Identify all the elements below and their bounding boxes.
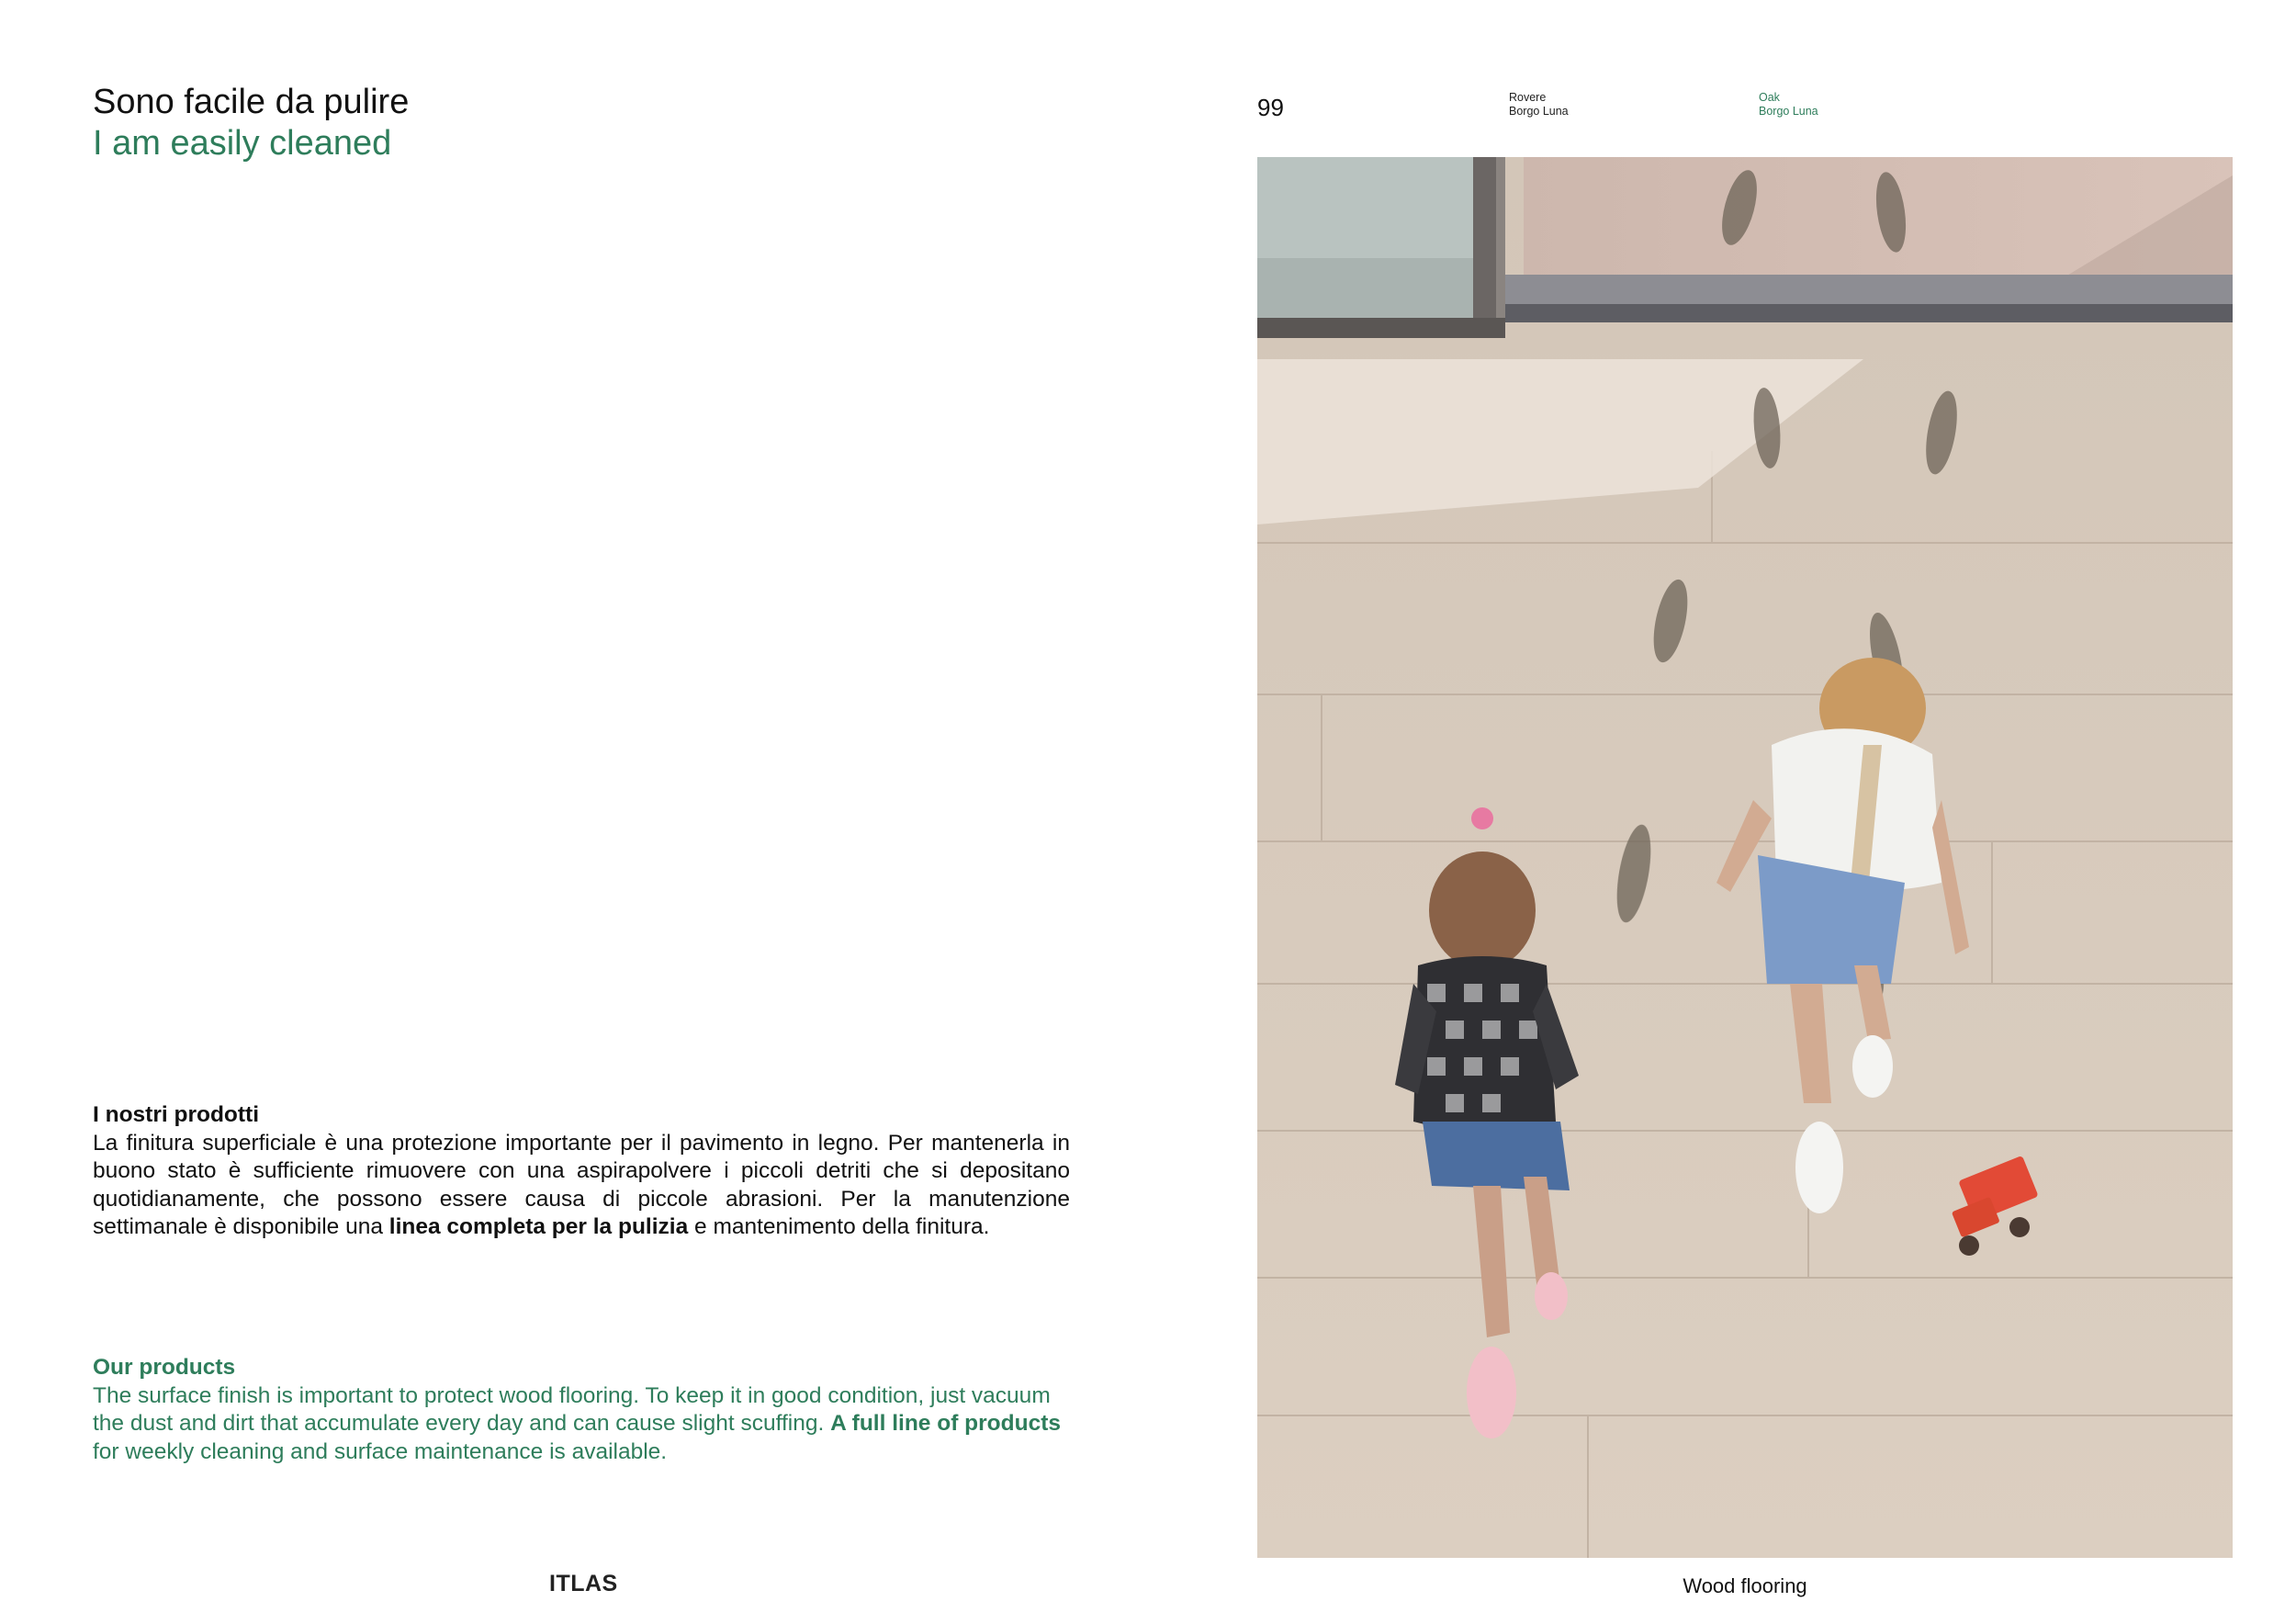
- section-italian-body: [93, 1130, 1070, 1242]
- brand-logo: ITLAS: [549, 1571, 618, 1596]
- spec-english-line1: Oak: [1759, 91, 1780, 104]
- section-english-heading: Our products: [93, 1355, 236, 1380]
- photo-caption: Wood flooring: [1683, 1574, 1807, 1597]
- spec-italian-line1: Rovere: [1509, 91, 1547, 104]
- floor-photo: [1257, 157, 2233, 1558]
- section-italian-bold: linea completa per la pulizia: [388, 1214, 689, 1239]
- section-italian-text-2: e mantenimento della finitura.: [688, 1214, 990, 1239]
- section-italian: [93, 1101, 1070, 1242]
- spec-italian-line2: Borgo Luna: [1509, 105, 1569, 118]
- section-english: [93, 1354, 1070, 1466]
- section-italian-heading: I nostri prodotti: [93, 1102, 259, 1127]
- section-english-body: [93, 1382, 1070, 1467]
- section-italian-text-1: La finitura superficiale è una protezione importante per il pavimento in legno. Per mantenerla in buono stato è sufficiente rimuovere con una aspirapolvere i piccoli detriti che si depositano quotidianamente, che possono essere causa di piccole abrasioni. Per la manutenzione settimanale è disponibile una: [93, 1130, 1070, 1239]
- section-english-text-2: for weekly cleaning and surface maintenance is available.: [93, 1438, 668, 1464]
- spec-english-line2: Borgo Luna: [1759, 105, 1818, 118]
- product-spec-english: [1759, 91, 1818, 118]
- page-number: 99: [1257, 94, 1284, 121]
- section-english-text-1: The surface finish is important to protect wood flooring. To keep it in good condition, just vacuum the dust and dirt that accumulate every day and can cause slight scuffing.: [93, 1382, 1051, 1436]
- section-english-bold: A full line of products: [830, 1411, 1061, 1436]
- product-spec-italian: [1509, 91, 1569, 118]
- title-english: I am easily cleaned: [93, 124, 392, 163]
- title-italian: Sono facile da pulire: [93, 83, 410, 121]
